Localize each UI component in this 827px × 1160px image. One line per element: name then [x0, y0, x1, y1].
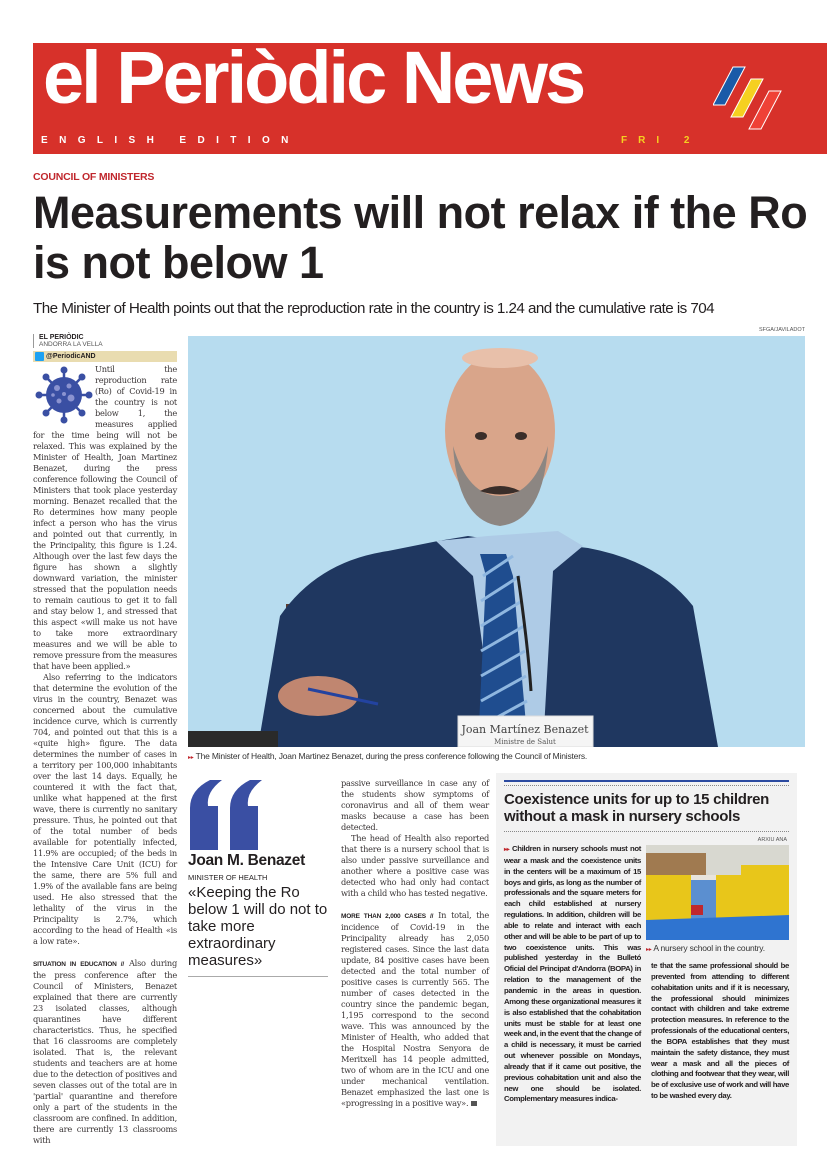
body-paragraph: passive surveillance in case any of the students show symptoms of coronavirus and all of them wear masks because a case has been detected. — [341, 778, 489, 832]
subsection-label-education: SITUATION IN EDUCATION // — [33, 961, 124, 968]
nameplate-name: Joan Martínez Benazet — [461, 723, 589, 736]
masthead-edition: ENGLISH EDITION — [41, 135, 300, 146]
twitter-handle-bar[interactable] — [33, 351, 177, 362]
sidebar-column-2: te that the same professional should be prevented from attending to different cohabitation units and if it is necessary, the professional should minimizes contact with children and take extreme protection measures. In reference to the professionals of the educational centers, the BOPA establishes that they must maintain the safety distance, they must wear a mask and all the pieces of clothing and footwear that they wear, will be of exclusive use of work and will have to be washed every day. — [651, 961, 789, 1101]
headline: Measurements will not relax if the Ro is not below 1 — [33, 187, 808, 288]
sidebar-photo-caption — [646, 943, 765, 953]
byline — [33, 334, 177, 348]
sidebar-photo-caption-text: A nursery school in the country. — [653, 943, 765, 953]
twitter-icon — [35, 352, 44, 361]
subsection-label-cases: MORE THAN 2,000 CASES // — [341, 913, 434, 920]
caption-arrow-icon: ▸▸ — [646, 947, 652, 953]
masthead — [33, 36, 827, 154]
byline-source: EL PERIÒDIC — [39, 334, 84, 341]
sidebar-story-title: Coexistence units for up to 15 children without a mask in nursery schools — [504, 791, 770, 825]
twitter-handle[interactable]: @PeriodicAND — [46, 353, 96, 360]
box-dotted-rule — [504, 785, 789, 786]
caption-arrow-icon: ▸▸ — [188, 755, 194, 761]
body-paragraph: The head of Health also reported that there is a nursery school that is also under passive surveillance and another where a positive case was detected who had only had contact with a child who has tested negative. — [341, 833, 489, 898]
nursery-school-photo — [646, 845, 789, 940]
end-square-icon — [471, 1101, 477, 1106]
quote-divider — [188, 976, 328, 977]
box-dotted-rule — [504, 831, 789, 832]
sidebar-column-1 — [504, 844, 641, 1105]
subheadline: The Minister of Health points out that the reproduction rate in the country is 1.24 and the cumulative rate is 704 — [33, 300, 715, 317]
photo-caption — [188, 751, 587, 761]
body-paragraph-education — [33, 958, 177, 1146]
photo-credit: SFGA/JAVILADOT — [758, 327, 805, 333]
andorra-stripes-logo-icon — [713, 65, 785, 131]
nameplate-title: Ministre de Salut — [494, 738, 556, 746]
quote-name: Joan M. Benazet — [188, 852, 305, 869]
body-column-left — [33, 364, 177, 1146]
body-column-middle — [341, 778, 489, 1109]
quote-role: MINISTER OF HEALTH — [188, 873, 268, 882]
subsection-text-cases: In total, the incidence of Covid-19 in the Principality already has 2,050 registered cases. Since the last data update, 84 positive cases have been detected and the total number of positive cases is currently 565. The number of cases detected in the country since the pandemic began, 1,195 correspond to the second wave. This was announced by the Minister of Health, who added that the Hospital Nostra Senyora de Meritxell has 14 people admitted, two of whom are in the ICU and one under mechanical ventilation. Benazet emphasized the last one is «progressing in a positive way». — [341, 910, 490, 1108]
body-paragraph: Also referring to the indicators that determine the evolution of the virus in the country, Benazet was concerned about the cumulative incidence curve, which is currently 704, and pointed out that this is a «quite high» figure. The data determines the number of cases in a territory per 100,000 inhabitants over the last 14 days. Equally, he countered it with the fact that, unlike what happened at the first wave, there is currently no sanitary pressure. Thus, he pointed out that of the total number of beds available for potentially infected, 11.9% are occupied; of the beds in the Intensive Care Unit (ICU) for the same, there are 5% full and 1.9% of the available fans are being used. He also stressed that the lethality of the virus in the Principality is 2.7%, which according to the head of Health «is a low rate». — [33, 672, 177, 946]
byline-location: ANDORRA LA VELLA — [39, 341, 103, 348]
sidebar-column-1-text: Children in nursery schools must not wear a mask and the coexistence units in the centers will be a maximum of 15 boys and girls, as long as the number of professionals and the square meters for each child established at nursery regulations. In addition, children will be able to relate and interact with each other and will be able to be part of up to two coexistence units. This was published yesterday in the Bulletó Oficial del Principat d'Andorra (BOPA) in relation to the management of the pandemic in the areas in question. Among these organizational measures it is also established that the cohabitation units must be stable for at least one week and, in the event that the change of a child is necessary, it must be carried out whenever possible on Mondays, already that if it came out positive, the previous cohabitation unit and also the new one should be isolated. Complementary measures indica- — [504, 844, 641, 1104]
lead-arrow-icon: ▸▸ — [504, 847, 510, 853]
masthead-date: FRI 2 — [621, 135, 701, 146]
quote-text: «Keeping the Ro below 1 will do not to take more extraordinary measures» — [188, 884, 328, 969]
section-label: COUNCIL OF MINISTERS — [33, 171, 155, 183]
masthead-title: el Periòdic News — [43, 36, 584, 119]
sidebar-photo-credit: ARXIU ANA — [757, 837, 787, 843]
subsection-text-education: Also during the press conference after the Council of Ministers, Benazet explained that there are currently 23 isolated classes, although quarantines have different characteristics. Thus, he specified that 16 classrooms are completely isolated. That is, the relevant students and teachers are at home due to the detection of positives and seven classes out of the total are in 'partial' quarantine and therefore only a part of the students in the classroom are confined. In addition, there are currently 13 classrooms with — [33, 958, 177, 1145]
box-top-rule — [504, 780, 789, 782]
body-paragraph-cases — [341, 910, 489, 1109]
sidebar-story-box — [496, 773, 797, 1146]
minister-photo — [188, 336, 805, 747]
body-paragraph: Until the reproduction rate (Ro) of Covid-19 in the country is not below 1, the measures applied for the time being will not be relaxed. This was explained by the Minister of Health, Joan Martinez Benazet, during the press conference following the Council of Ministers that took place yesterday morning. Benazet recalled that the Ro determines how many people infect a person who has the virus and pointed out that currently, in the Principality, this figure is 1.24. Although over the last few days the figure has shown a slightly downward variation, the minister stressed that the population needs to remain cautious to get it to fall and stay below 1, and stressed that this aspect «will make us not have to take more extraordinary measures and we will be able to remove pressure from the measures that have been applied.» — [33, 364, 177, 671]
photo-caption-text: The Minister of Health, Joan Martinez Benazet, during the press conference following the Council of Ministers. — [195, 751, 588, 761]
quote-mark-icon — [188, 780, 268, 850]
